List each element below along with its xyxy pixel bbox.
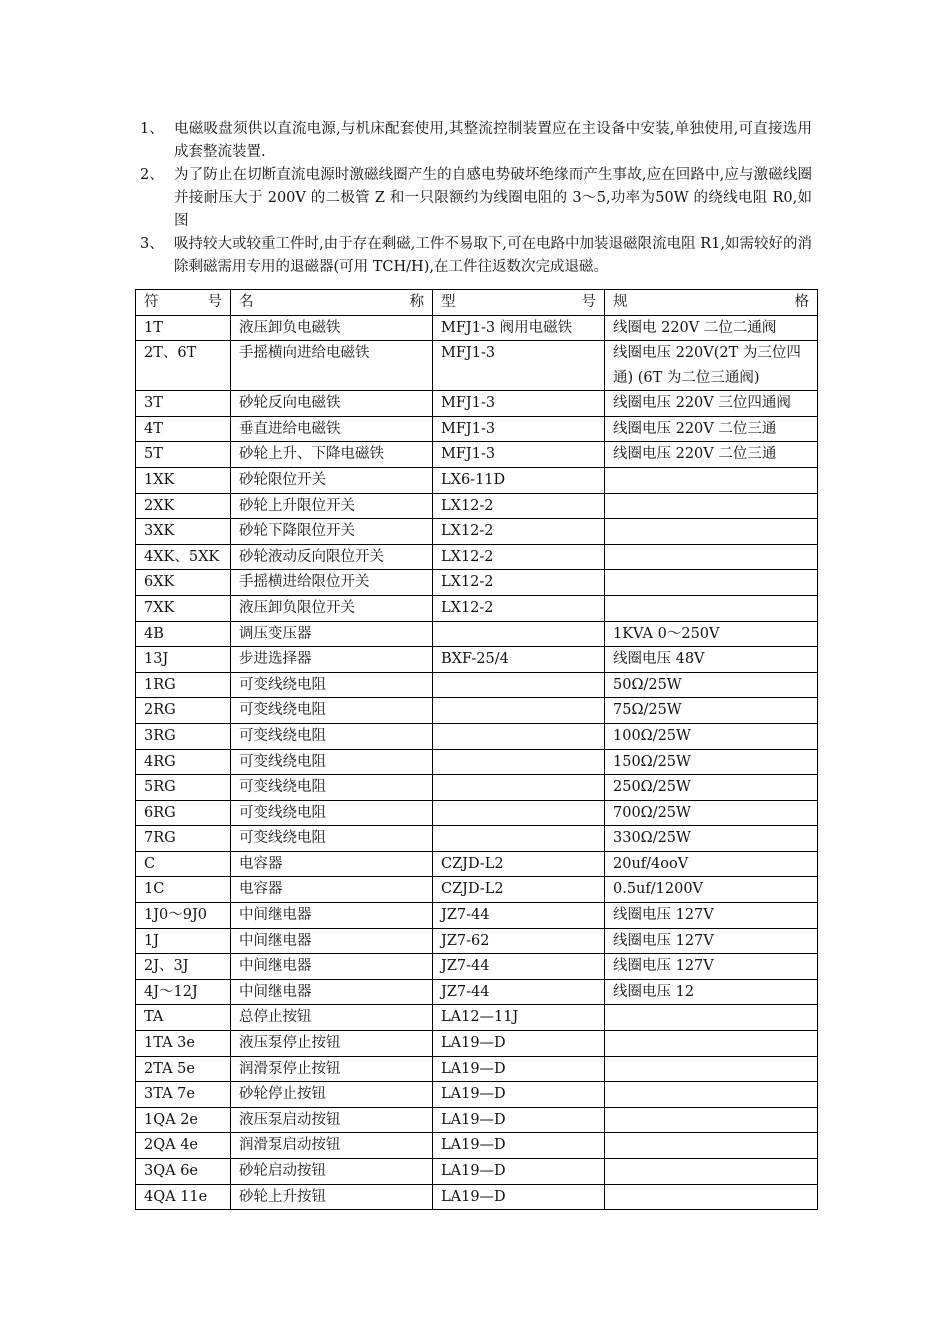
cell-model: JZ7-44: [433, 954, 605, 980]
table-row: [136, 1159, 818, 1185]
cell-name: 液压卸负电磁铁: [231, 315, 433, 341]
cell-name: 电容器: [231, 877, 433, 903]
table-row: [136, 1133, 818, 1159]
header-name: 名 称: [231, 290, 433, 316]
cell-model: CZJD-L2: [433, 851, 605, 877]
cell-spec: [605, 544, 818, 570]
table-row: [136, 954, 818, 980]
note-number: 3、: [140, 236, 164, 252]
table-row: [136, 391, 818, 417]
table-row: [136, 519, 818, 545]
cell-symbol: 2XK: [136, 493, 231, 519]
cell-model: [433, 723, 605, 749]
cell-name: 中间继电器: [231, 954, 433, 980]
cell-spec: 线圈电压 48V: [605, 647, 818, 673]
cell-model: CZJD-L2: [433, 877, 605, 903]
cell-spec: [605, 1056, 818, 1082]
table-row: [136, 928, 818, 954]
table-row: [136, 1031, 818, 1057]
cell-spec: 700Ω/25W: [605, 800, 818, 826]
cell-model: LA19—D: [433, 1031, 605, 1057]
cell-symbol: 7RG: [136, 826, 231, 852]
table-row: [136, 315, 818, 341]
cell-name: 手摇横进给限位开关: [231, 570, 433, 596]
header-spec: 规 格: [605, 290, 818, 316]
cell-symbol: 2TA 5e: [136, 1056, 231, 1082]
cell-model: LX12-2: [433, 595, 605, 621]
notes-list: [140, 118, 812, 279]
cell-model: [433, 775, 605, 801]
cell-model: JZ7-62: [433, 928, 605, 954]
cell-symbol: 3TA 7e: [136, 1082, 231, 1108]
table-row: [136, 595, 818, 621]
cell-symbol: 1XK: [136, 467, 231, 493]
cell-name: 电容器: [231, 851, 433, 877]
cell-name: 中间继电器: [231, 928, 433, 954]
table-row: [136, 800, 818, 826]
cell-symbol: 2J、3J: [136, 954, 231, 980]
note-item: [140, 233, 812, 279]
table-row: [136, 647, 818, 673]
cell-name: 液压泵启动按钮: [231, 1107, 433, 1133]
table-row: [136, 1082, 818, 1108]
cell-name: 中间继电器: [231, 903, 433, 929]
cell-symbol: 3XK: [136, 519, 231, 545]
cell-model: [433, 672, 605, 698]
cell-name: 砂轮反向电磁铁: [231, 391, 433, 417]
cell-model: LA19—D: [433, 1056, 605, 1082]
cell-name: 砂轮上升限位开关: [231, 493, 433, 519]
cell-name: 砂轮上升按钮: [231, 1184, 433, 1210]
cell-name: 砂轮停止按钮: [231, 1082, 433, 1108]
cell-symbol: 5RG: [136, 775, 231, 801]
cell-model: MFJ1-3: [433, 391, 605, 417]
cell-name: 砂轮限位开关: [231, 467, 433, 493]
cell-spec: [605, 519, 818, 545]
note-text: 吸持较大或较重工件时,由于存在剩磁,工件不易取下,可在电路中加装退磁限流电阻 R1,如需较好的消除剩磁需用专用的退磁器(可用 TCH/H),在工件往返数次完成退磁。: [174, 236, 812, 275]
component-table: [135, 289, 818, 1210]
cell-spec: [605, 1005, 818, 1031]
cell-spec: 线圈电压 127V: [605, 903, 818, 929]
table-row: [136, 416, 818, 442]
table-row: [136, 698, 818, 724]
table-row: [136, 749, 818, 775]
table-row: [136, 851, 818, 877]
cell-symbol: 3T: [136, 391, 231, 417]
cell-symbol: 5T: [136, 442, 231, 468]
table-row: [136, 341, 818, 391]
cell-spec: 线圈电压 127V: [605, 928, 818, 954]
cell-model: [433, 698, 605, 724]
cell-name: 可变线绕电阻: [231, 672, 433, 698]
cell-spec: 线圈电 220V 二位二通阀: [605, 315, 818, 341]
cell-spec: [605, 467, 818, 493]
cell-symbol: 1J0～9J0: [136, 903, 231, 929]
table-row: [136, 1056, 818, 1082]
cell-model: [433, 800, 605, 826]
cell-name: 润滑泵启动按钮: [231, 1133, 433, 1159]
table-row: [136, 442, 818, 468]
table-row: [136, 570, 818, 596]
cell-spec: [605, 595, 818, 621]
table-row: [136, 903, 818, 929]
table-row: [136, 467, 818, 493]
cell-symbol: 4RG: [136, 749, 231, 775]
cell-symbol: 6XK: [136, 570, 231, 596]
cell-symbol: 1T: [136, 315, 231, 341]
cell-model: MFJ1-3: [433, 442, 605, 468]
cell-model: LA19—D: [433, 1082, 605, 1108]
cell-symbol: 1J: [136, 928, 231, 954]
table-row: [136, 1107, 818, 1133]
cell-symbol: 1TA 3e: [136, 1031, 231, 1057]
cell-spec: [605, 1107, 818, 1133]
cell-name: 可变线绕电阻: [231, 723, 433, 749]
table-row: [136, 775, 818, 801]
cell-symbol: 4QA 11e: [136, 1184, 231, 1210]
table-row: [136, 621, 818, 647]
cell-name: 液压卸负限位开关: [231, 595, 433, 621]
cell-spec: 线圈电压 220V(2T 为三位四通) (6T 为二位三通阀): [605, 341, 818, 391]
cell-name: 砂轮下降限位开关: [231, 519, 433, 545]
cell-symbol: 4J～12J: [136, 979, 231, 1005]
cell-model: LX12-2: [433, 544, 605, 570]
header-symbol: 符 号: [136, 290, 231, 316]
cell-model: JZ7-44: [433, 979, 605, 1005]
cell-symbol: 1RG: [136, 672, 231, 698]
cell-symbol: 4T: [136, 416, 231, 442]
cell-spec: 75Ω/25W: [605, 698, 818, 724]
cell-model: LA19—D: [433, 1107, 605, 1133]
cell-model: LA19—D: [433, 1133, 605, 1159]
cell-name: 可变线绕电阻: [231, 800, 433, 826]
cell-spec: [605, 1184, 818, 1210]
cell-name: 砂轮上升、下降电磁铁: [231, 442, 433, 468]
cell-model: JZ7-44: [433, 903, 605, 929]
table-row: [136, 877, 818, 903]
table-row: [136, 979, 818, 1005]
cell-symbol: C: [136, 851, 231, 877]
cell-spec: 50Ω/25W: [605, 672, 818, 698]
cell-symbol: 4B: [136, 621, 231, 647]
cell-model: LX6-11D: [433, 467, 605, 493]
cell-spec: 线圈电压 220V 二位三通: [605, 442, 818, 468]
cell-model: MFJ1-3: [433, 341, 605, 391]
cell-name: 可变线绕电阻: [231, 826, 433, 852]
table-row: [136, 493, 818, 519]
cell-symbol: 4XK、5XK: [136, 544, 231, 570]
cell-spec: [605, 1133, 818, 1159]
cell-spec: 线圈电压 127V: [605, 954, 818, 980]
cell-name: 液压泵停止按钮: [231, 1031, 433, 1057]
cell-spec: 250Ω/25W: [605, 775, 818, 801]
cell-name: 砂轮液动反向限位开关: [231, 544, 433, 570]
cell-name: 步进选择器: [231, 647, 433, 673]
cell-model: LA19—D: [433, 1159, 605, 1185]
cell-symbol: 1QA 2e: [136, 1107, 231, 1133]
cell-symbol: 2RG: [136, 698, 231, 724]
header-model: 型 号: [433, 290, 605, 316]
cell-symbol: 2QA 4e: [136, 1133, 231, 1159]
note-text: 电磁吸盘须供以直流电源,与机床配套使用,其整流控制装置应在主设备中安装,单独使用,可直接选用成套整流装置.: [174, 121, 812, 160]
cell-symbol: 2T、6T: [136, 341, 231, 391]
cell-model: LA19—D: [433, 1184, 605, 1210]
table-row: [136, 723, 818, 749]
cell-name: 润滑泵停止按钮: [231, 1056, 433, 1082]
cell-spec: 1KVA 0～250V: [605, 621, 818, 647]
table-row: [136, 672, 818, 698]
cell-model: BXF-25/4: [433, 647, 605, 673]
cell-spec: 330Ω/25W: [605, 826, 818, 852]
table-row: [136, 826, 818, 852]
cell-spec: 100Ω/25W: [605, 723, 818, 749]
cell-model: LA12—11J: [433, 1005, 605, 1031]
cell-spec: 20uf/4ooV: [605, 851, 818, 877]
note-number: 1、: [140, 121, 164, 137]
cell-spec: 150Ω/25W: [605, 749, 818, 775]
cell-name: 可变线绕电阻: [231, 775, 433, 801]
cell-spec: 线圈电压 220V 二位三通: [605, 416, 818, 442]
cell-model: MFJ1-3: [433, 416, 605, 442]
cell-symbol: 3QA 6e: [136, 1159, 231, 1185]
cell-spec: [605, 1082, 818, 1108]
cell-model: MFJ1-3 阀用电磁铁: [433, 315, 605, 341]
cell-name: 垂直进给电磁铁: [231, 416, 433, 442]
cell-spec: 线圈电压 220V 三位四通阀: [605, 391, 818, 417]
table-row: [136, 1005, 818, 1031]
cell-name: 总停止按钮: [231, 1005, 433, 1031]
cell-model: LX12-2: [433, 570, 605, 596]
cell-symbol: 3RG: [136, 723, 231, 749]
cell-name: 可变线绕电阻: [231, 749, 433, 775]
table-row: [136, 544, 818, 570]
note-item: [140, 164, 812, 233]
cell-name: 砂轮启动按钮: [231, 1159, 433, 1185]
cell-name: 手摇横向进给电磁铁: [231, 341, 433, 391]
cell-symbol: 13J: [136, 647, 231, 673]
note-text: 为了防止在切断直流电源时激磁线圈产生的自感电势破坏绝缘而产生事故,应在回路中,应与激磁线圈并接耐压大于 200V 的二极管 Z 和一只限额约为线圈电阻的 3～5,功率为50W 的绕线电阻 R0,如图: [174, 167, 812, 229]
cell-spec: [605, 1159, 818, 1185]
cell-model: LX12-2: [433, 519, 605, 545]
cell-spec: [605, 493, 818, 519]
cell-spec: 线圈电压 12: [605, 979, 818, 1005]
cell-symbol: TA: [136, 1005, 231, 1031]
cell-spec: 0.5uf/1200V: [605, 877, 818, 903]
table-header-row: [136, 290, 818, 316]
cell-name: 调压变压器: [231, 621, 433, 647]
cell-spec: [605, 1031, 818, 1057]
note-item: [140, 118, 812, 164]
cell-symbol: 7XK: [136, 595, 231, 621]
cell-model: LX12-2: [433, 493, 605, 519]
cell-name: 中间继电器: [231, 979, 433, 1005]
cell-symbol: 1C: [136, 877, 231, 903]
cell-model: [433, 826, 605, 852]
cell-spec: [605, 570, 818, 596]
note-number: 2、: [140, 167, 164, 183]
cell-symbol: 6RG: [136, 800, 231, 826]
cell-model: [433, 749, 605, 775]
cell-model: [433, 621, 605, 647]
table-row: [136, 1184, 818, 1210]
cell-name: 可变线绕电阻: [231, 698, 433, 724]
